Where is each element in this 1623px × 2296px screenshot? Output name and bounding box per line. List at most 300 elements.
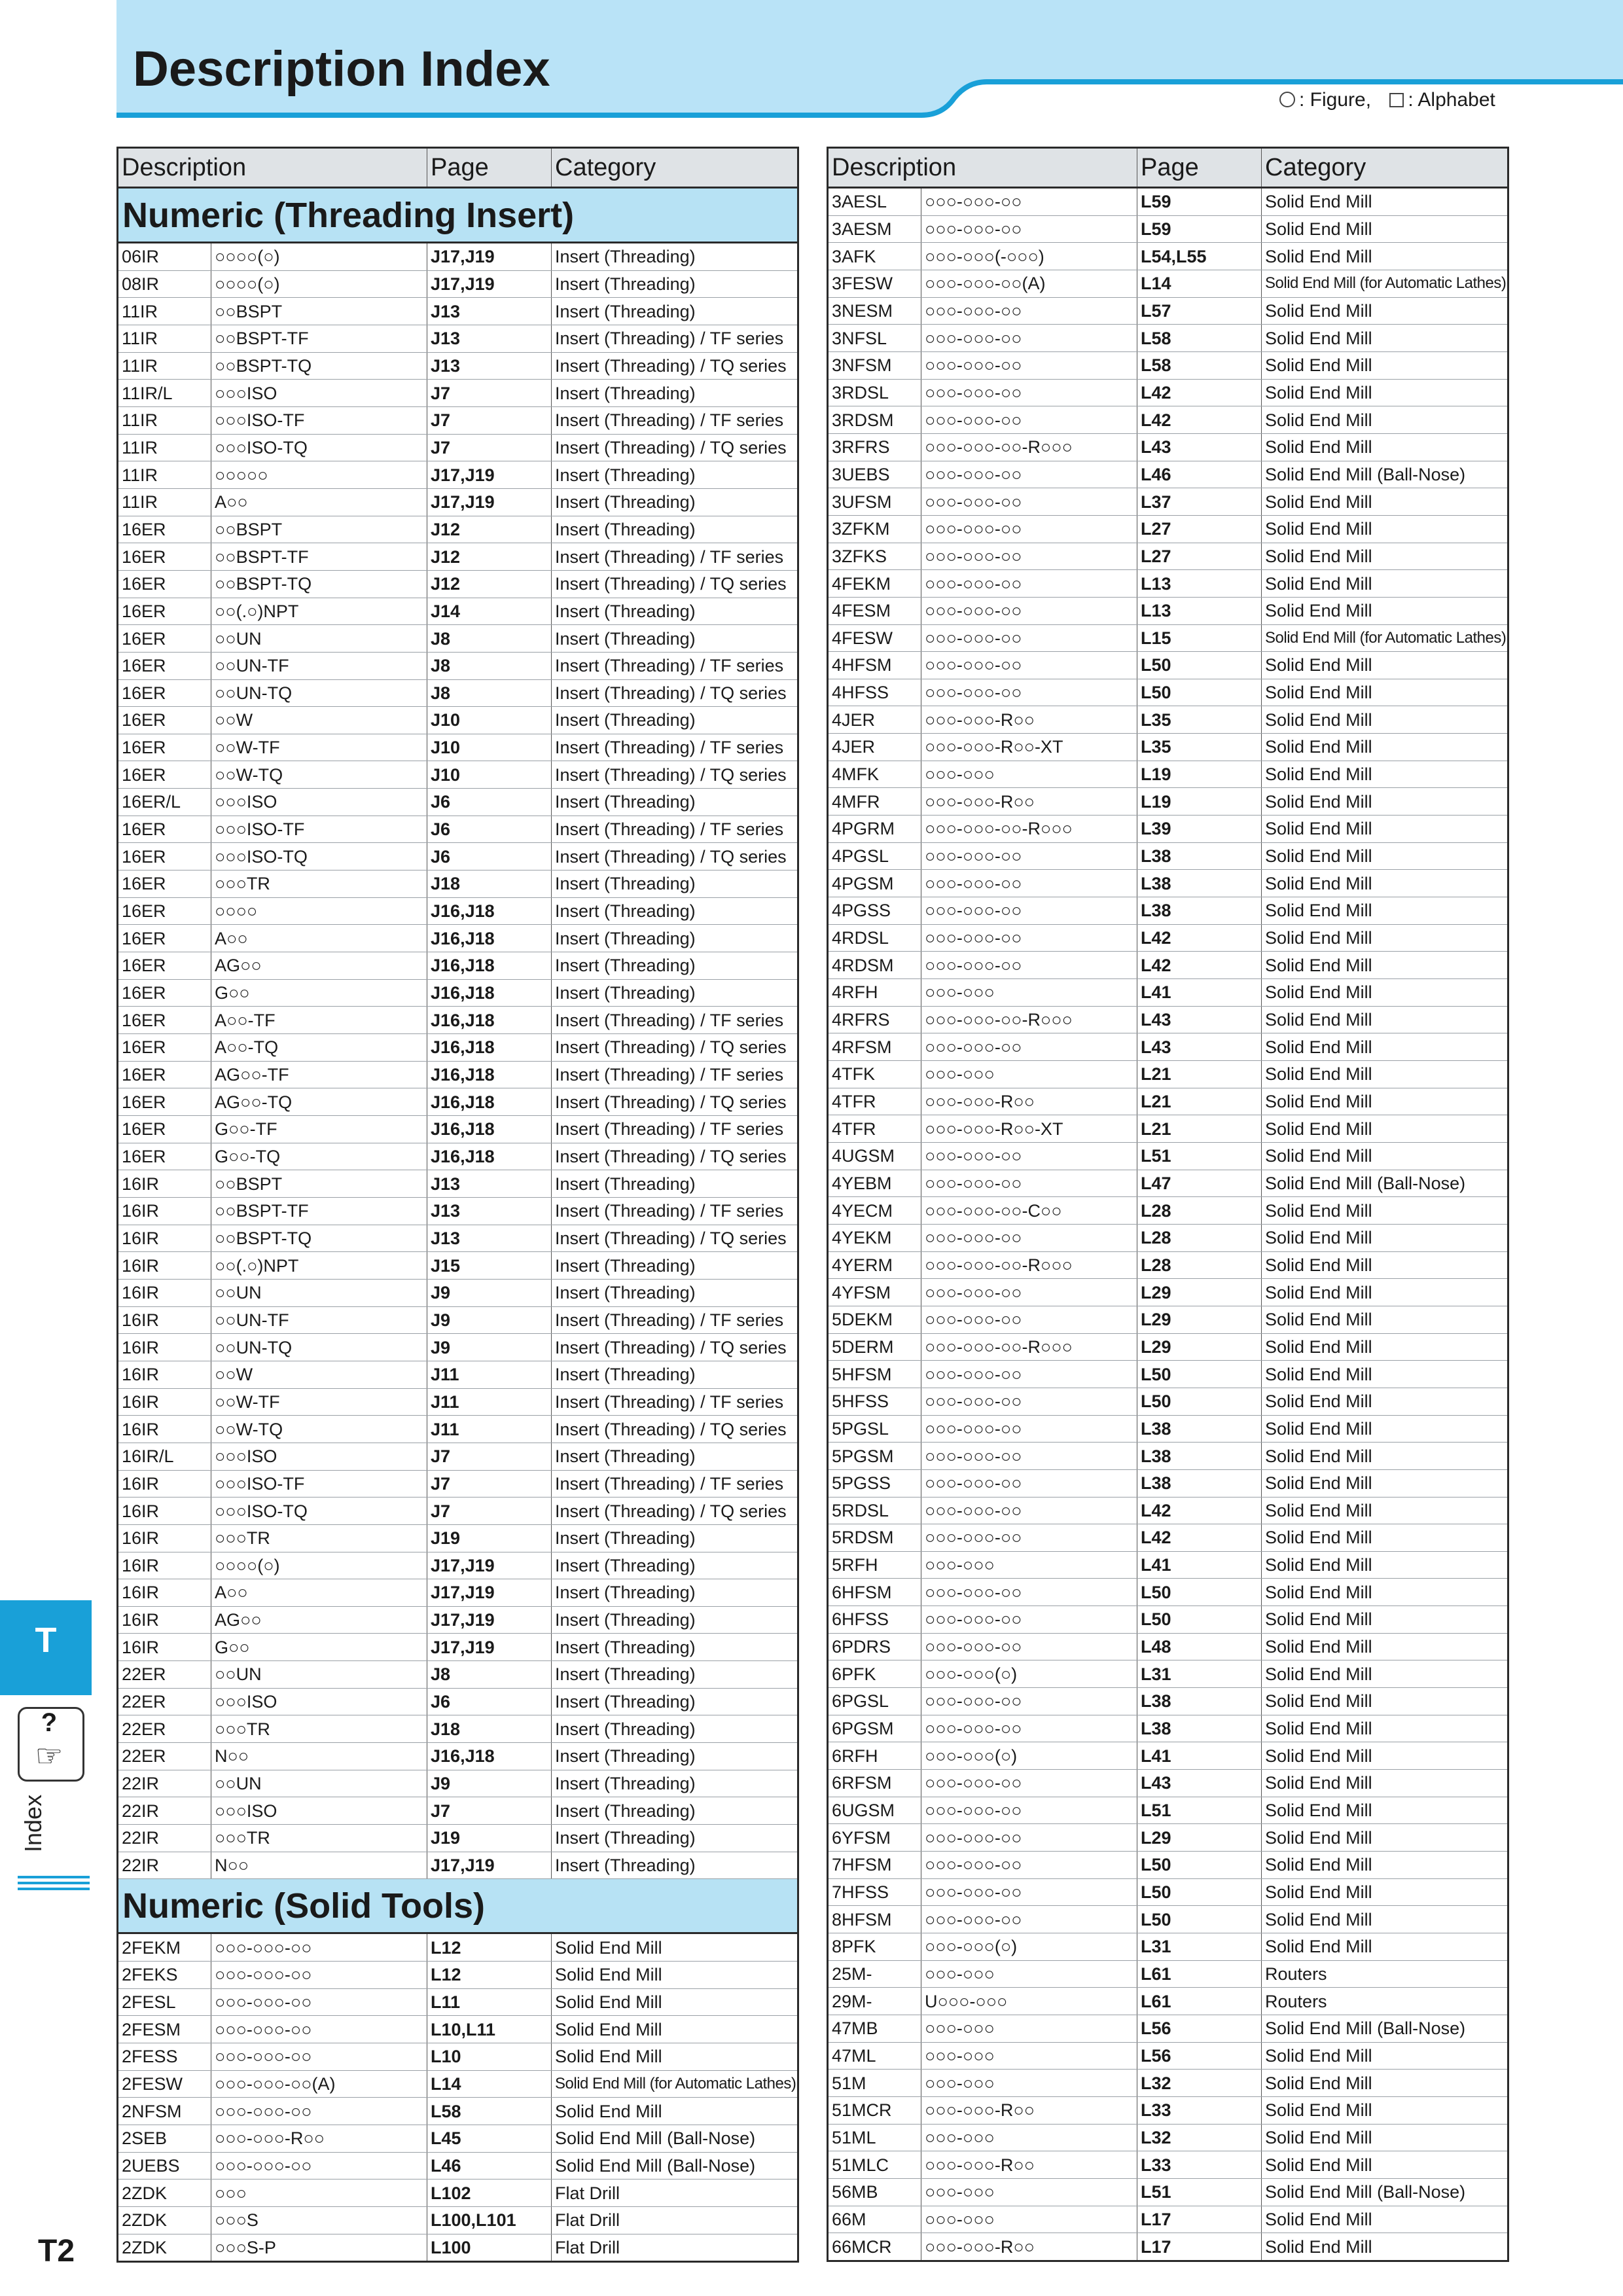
- item-description: ○○○-○○○-○○: [921, 1878, 1137, 1906]
- category: Solid End Mill: [1262, 1633, 1508, 1660]
- item-code: 22IR: [118, 1797, 211, 1825]
- page-reference: J16,J18: [427, 925, 552, 952]
- item-code: 16ER/L: [118, 789, 211, 816]
- item-code: 3AESL: [828, 188, 921, 216]
- table-row: [828, 652, 1508, 679]
- table-row: [828, 979, 1508, 1007]
- table-row: [828, 624, 1508, 652]
- item-description: ○○○-○○○-○○-R○○○: [921, 433, 1137, 461]
- category: Insert (Threading): [552, 380, 798, 407]
- category: Solid End Mill: [1262, 1333, 1508, 1361]
- table-row: [828, 952, 1508, 979]
- table-row: [828, 1797, 1508, 1824]
- page-reference: J7: [427, 1443, 552, 1470]
- table-row: [118, 461, 798, 489]
- page-reference: L35: [1137, 734, 1262, 761]
- category: Solid End Mill: [1262, 243, 1508, 270]
- table-row: [828, 1333, 1508, 1361]
- table-row: [828, 1579, 1508, 1606]
- item-code: 16ER: [118, 1088, 211, 1116]
- page-reference: J11: [427, 1416, 552, 1443]
- item-description: ○○○-○○○-○○-C○○: [921, 1197, 1137, 1225]
- item-description: ○○○-○○○-○○: [921, 924, 1137, 952]
- item-description: AG○○-TF: [211, 1061, 427, 1088]
- item-description: ○○(.○)NPT: [211, 1252, 427, 1280]
- item-description: ○○○-○○○-○○: [921, 515, 1137, 543]
- page-reference: L29: [1137, 1306, 1262, 1333]
- item-description: ○○○: [211, 2179, 427, 2207]
- item-description: ○○BSPT: [211, 1170, 427, 1198]
- table-row: [828, 1170, 1508, 1197]
- table-row: [118, 2016, 798, 2043]
- item-code: 16ER: [118, 652, 211, 679]
- page-reference: J7: [427, 380, 552, 407]
- page-reference: J16,J18: [427, 1743, 552, 1770]
- table-row: [828, 1770, 1508, 1797]
- item-code: 4PGSM: [828, 870, 921, 897]
- table-row: [118, 380, 798, 407]
- item-description: ○○○○(○): [211, 243, 427, 271]
- item-code: 4YEBM: [828, 1170, 921, 1197]
- item-code: 16IR: [118, 1279, 211, 1306]
- item-code: 5RDSL: [828, 1497, 921, 1524]
- item-description: N○○: [211, 1743, 427, 1770]
- category: Insert (Threading): [552, 925, 798, 952]
- category: Solid End Mill: [1262, 1906, 1508, 1933]
- category: Insert (Threading): [552, 1852, 798, 1879]
- item-code: 16IR: [118, 1334, 211, 1361]
- item-code: 8PFK: [828, 1933, 921, 1961]
- category: Solid End Mill: [1262, 1415, 1508, 1443]
- category: Solid End Mill: [1262, 1279, 1508, 1306]
- item-description: ○○○-○○○-○○: [921, 652, 1137, 679]
- item-description: ○○○-○○○-○○: [921, 1279, 1137, 1306]
- item-code: 3ZFKS: [828, 543, 921, 570]
- category: Solid End Mill: [1262, 1142, 1508, 1170]
- page-reference: J15: [427, 1252, 552, 1280]
- item-description: ○○W: [211, 707, 427, 734]
- category: Solid End Mill: [1262, 1088, 1508, 1115]
- table-row: [828, 1088, 1508, 1115]
- item-description: ○○○-○○○-○○: [921, 188, 1137, 216]
- item-code: 16IR: [118, 1225, 211, 1252]
- item-code: 7HFSS: [828, 1878, 921, 1906]
- table-row: [118, 1197, 798, 1225]
- page-reference: J17,J19: [427, 1634, 552, 1661]
- item-code: 5RFH: [828, 1551, 921, 1579]
- legend-alphabet: : Alphabet: [1408, 89, 1495, 111]
- page-reference: J7: [427, 434, 552, 461]
- page-reference: L38: [1137, 1443, 1262, 1470]
- item-description: ○○○-○○○: [921, 2206, 1137, 2233]
- item-code: 16IR: [118, 1252, 211, 1280]
- page-reference: L100: [427, 2234, 552, 2262]
- table-row: [828, 1142, 1508, 1170]
- item-code: 4JER: [828, 706, 921, 734]
- item-code: 16IR: [118, 1388, 211, 1416]
- table-row: [828, 2015, 1508, 2042]
- page-reference: J16,J18: [427, 1143, 552, 1170]
- item-description: G○○-TQ: [211, 1143, 427, 1170]
- table-row: [828, 488, 1508, 516]
- item-description: ○○○-○○○-○○(A): [211, 2070, 427, 2098]
- category: Solid End Mill: [1262, 788, 1508, 816]
- page-reference: L42: [1137, 1497, 1262, 1524]
- item-code: 16ER: [118, 570, 211, 598]
- item-description: ○○○-○○○-○○: [921, 1852, 1137, 1879]
- category: Solid End Mill: [1262, 761, 1508, 788]
- category: Routers: [1262, 1960, 1508, 1988]
- table-row: [828, 243, 1508, 270]
- category: Insert (Threading) / TQ series: [552, 352, 798, 380]
- page-reference: L38: [1137, 1715, 1262, 1742]
- table-row: [828, 924, 1508, 952]
- page-reference: J7: [427, 406, 552, 434]
- section-tab-letter: T: [35, 1621, 57, 1660]
- category: Insert (Threading): [552, 1715, 798, 1743]
- item-code: 06IR: [118, 243, 211, 271]
- category: Insert (Threading): [552, 1770, 798, 1797]
- item-description: U○○○-○○○: [921, 1988, 1137, 2015]
- table-row: [118, 925, 798, 952]
- table-row: [118, 406, 798, 434]
- item-description: ○○○-○○○: [921, 2015, 1137, 2042]
- page-reference: J19: [427, 1524, 552, 1552]
- page-reference: J9: [427, 1334, 552, 1361]
- page-reference: L41: [1137, 979, 1262, 1007]
- item-description: ○○○-○○○-○○: [921, 952, 1137, 979]
- table-row: [118, 761, 798, 789]
- category: Solid End Mill: [1262, 351, 1508, 379]
- item-code: 16ER: [118, 870, 211, 898]
- category: Insert (Threading) / TF series: [552, 1470, 798, 1498]
- category: Insert (Threading) / TF series: [552, 652, 798, 679]
- category: Flat Drill: [552, 2206, 798, 2234]
- index-table-right: [827, 147, 1509, 2262]
- category: Insert (Threading): [552, 952, 798, 980]
- page-reference: J13: [427, 352, 552, 380]
- category: Insert (Threading): [552, 1443, 798, 1470]
- category: Solid End Mill: [1262, 1443, 1508, 1470]
- question-mark-icon: ?: [41, 1708, 58, 1737]
- table-row: [828, 1443, 1508, 1470]
- item-description: ○○○TR: [211, 1715, 427, 1743]
- item-code: 11IR: [118, 434, 211, 461]
- table-row: [828, 1279, 1508, 1306]
- category: Insert (Threading): [552, 270, 798, 298]
- item-description: A○○: [211, 1579, 427, 1607]
- item-code: 16ER: [118, 625, 211, 653]
- item-description: ○○○-○○○-R○○: [921, 788, 1137, 816]
- category: Insert (Threading) / TQ series: [552, 1498, 798, 1525]
- item-description: ○○○-○○○-○○: [921, 543, 1137, 570]
- table-row: [118, 1279, 798, 1306]
- page-reference: J7: [427, 1470, 552, 1498]
- item-code: 3NFSM: [828, 351, 921, 379]
- category: Insert (Threading) / TQ series: [552, 1416, 798, 1443]
- table-row: [828, 1988, 1508, 2015]
- page-reference: L35: [1137, 706, 1262, 734]
- page-reference: L29: [1137, 1279, 1262, 1306]
- category: Solid End Mill: [1262, 1797, 1508, 1824]
- item-description: ○○○-○○○: [921, 2070, 1137, 2097]
- table-row: [118, 1852, 798, 1879]
- table-row: [828, 1906, 1508, 1933]
- category: Solid End Mill: [1262, 188, 1508, 216]
- category: Solid End Mill: [1262, 1852, 1508, 1879]
- item-description: ○○UN-TQ: [211, 1334, 427, 1361]
- section-title: Numeric (Threading Insert): [118, 188, 798, 243]
- page-reference: J17,J19: [427, 461, 552, 489]
- item-description: ○○○ISO-TF: [211, 1470, 427, 1498]
- category: Insert (Threading): [552, 789, 798, 816]
- item-description: ○○○-○○○-○○: [921, 1688, 1137, 1715]
- item-description: ○○○-○○○: [921, 761, 1137, 788]
- table-row: [828, 1660, 1508, 1688]
- item-code: 6PGSM: [828, 1715, 921, 1742]
- item-code: 3RDSM: [828, 406, 921, 434]
- item-code: 4RFRS: [828, 1006, 921, 1033]
- item-description: ○○○ISO-TF: [211, 406, 427, 434]
- category: Solid End Mill: [1262, 597, 1508, 624]
- page-reference: L41: [1137, 1742, 1262, 1770]
- item-code: 16ER: [118, 734, 211, 761]
- page-reference: L50: [1137, 1906, 1262, 1933]
- page-reference: J16,J18: [427, 1088, 552, 1116]
- table-row: [118, 570, 798, 598]
- page-reference: L28: [1137, 1251, 1262, 1279]
- page-reference: J16,J18: [427, 952, 552, 980]
- item-description: ○○○-○○○-○○: [211, 2016, 427, 2043]
- table-row: [828, 2206, 1508, 2233]
- item-description: ○○BSPT: [211, 516, 427, 543]
- item-code: 3ZFKM: [828, 515, 921, 543]
- table-row: [828, 1197, 1508, 1225]
- page-reference: J14: [427, 598, 552, 625]
- item-code: 5PGSL: [828, 1415, 921, 1443]
- item-code: 4RDSL: [828, 924, 921, 952]
- page-reference: L39: [1137, 816, 1262, 843]
- page-reference: L57: [1137, 297, 1262, 325]
- item-description: ○○○TR: [211, 1825, 427, 1852]
- page-reference: L50: [1137, 679, 1262, 706]
- item-code: 6HFSM: [828, 1579, 921, 1606]
- category: Solid End Mill (for Automatic Lathes): [552, 2070, 798, 2098]
- page-reference: L27: [1137, 515, 1262, 543]
- item-description: ○○○-○○○: [921, 979, 1137, 1007]
- item-description: ○○○-○○○-○○: [921, 488, 1137, 516]
- table-row: [118, 1715, 798, 1743]
- table-row: [828, 325, 1508, 352]
- table-row: [118, 1061, 798, 1088]
- item-code: 3UFSM: [828, 488, 921, 516]
- item-description: ○○○-○○○-○○: [921, 1797, 1137, 1824]
- category: Solid End Mill: [1262, 734, 1508, 761]
- item-description: ○○○-○○○-○○: [921, 1497, 1137, 1524]
- item-code: 51MCR: [828, 2096, 921, 2124]
- page-reference: L15: [1137, 624, 1262, 652]
- category: Insert (Threading): [552, 1170, 798, 1198]
- item-description: ○○UN: [211, 1279, 427, 1306]
- item-description: A○○-TQ: [211, 1034, 427, 1062]
- item-code: 6HFSS: [828, 1606, 921, 1634]
- item-description: ○○○○(○): [211, 1552, 427, 1579]
- item-description: G○○: [211, 1634, 427, 1661]
- page-reference: J13: [427, 1170, 552, 1198]
- table-row: [118, 1988, 798, 2016]
- category: Solid End Mill: [1262, 1388, 1508, 1415]
- item-code: 2FESW: [118, 2070, 211, 2098]
- item-code: 16IR: [118, 1197, 211, 1225]
- page-reference: L43: [1137, 1770, 1262, 1797]
- item-description: ○○○-○○○(○): [921, 1742, 1137, 1770]
- item-code: 4HFSS: [828, 679, 921, 706]
- item-description: ○○○-○○○-○○: [211, 1988, 427, 2016]
- category: Insert (Threading) / TQ series: [552, 679, 798, 707]
- category: Insert (Threading): [552, 1524, 798, 1552]
- table-row: [118, 1388, 798, 1416]
- page-reference: L17: [1137, 2233, 1262, 2261]
- category: Solid End Mill: [1262, 816, 1508, 843]
- item-code: 4TFR: [828, 1088, 921, 1115]
- category: Solid End Mill: [1262, 515, 1508, 543]
- page-reference: L43: [1137, 433, 1262, 461]
- table-row: [118, 1688, 798, 1715]
- category: Solid End Mill: [552, 1962, 798, 1989]
- table-row: [118, 1825, 798, 1852]
- page-reference: L42: [1137, 1524, 1262, 1552]
- table-row: [828, 1497, 1508, 1524]
- table-row: [828, 1361, 1508, 1388]
- item-code: 2ZDK: [118, 2179, 211, 2207]
- item-description: ○○○-○○○-R○○: [921, 2151, 1137, 2179]
- page-reference: J17,J19: [427, 243, 552, 271]
- item-description: ○○○-○○○-○○: [921, 1606, 1137, 1634]
- item-description: ○○○-○○○-○○: [921, 1142, 1137, 1170]
- table-row: [118, 952, 798, 980]
- category: Solid End Mill: [1262, 1497, 1508, 1524]
- category: Insert (Threading) / TQ series: [552, 1088, 798, 1116]
- item-description: ○○○-○○○-○○: [921, 1633, 1137, 1660]
- item-description: ○○○S: [211, 2206, 427, 2234]
- item-code: 4YERM: [828, 1251, 921, 1279]
- table-body-right: [828, 188, 1508, 2261]
- table-row: [118, 1143, 798, 1170]
- table-row: [118, 2098, 798, 2125]
- category: Solid End Mill: [1262, 979, 1508, 1007]
- item-description: ○○○ISO: [211, 1797, 427, 1825]
- item-code: 2FEKM: [118, 1933, 211, 1962]
- table-row: [828, 1006, 1508, 1033]
- table-row: [828, 1960, 1508, 1988]
- page-reference: L14: [427, 2070, 552, 2098]
- item-description: ○○○-○○○-○○: [921, 461, 1137, 488]
- table-header-row: [118, 148, 798, 188]
- page-reference: J8: [427, 625, 552, 653]
- item-description: ○○○-○○○-○○: [921, 1469, 1137, 1497]
- table-row: [118, 789, 798, 816]
- item-description: ○○W: [211, 1361, 427, 1388]
- page-reference: J10: [427, 761, 552, 789]
- item-code: 29M-: [828, 1988, 921, 2015]
- header-category: Category: [1262, 148, 1508, 188]
- category: Solid End Mill: [1262, 325, 1508, 352]
- item-description: ○○○○(○): [211, 270, 427, 298]
- category: Insert (Threading) / TF series: [552, 1306, 798, 1334]
- table-row: [118, 1334, 798, 1361]
- category: Solid End Mill: [1262, 952, 1508, 979]
- item-code: 16IR: [118, 1170, 211, 1198]
- page-reference: L46: [1137, 461, 1262, 488]
- page-reference: L33: [1137, 2096, 1262, 2124]
- category: Insert (Threading): [552, 1579, 798, 1607]
- page-reference: L13: [1137, 597, 1262, 624]
- page-reference: L50: [1137, 652, 1262, 679]
- table-row: [828, 188, 1508, 216]
- page-reference: L38: [1137, 1415, 1262, 1443]
- table-row: [828, 1524, 1508, 1552]
- item-description: ○○○ISO: [211, 1688, 427, 1715]
- table-row: [118, 1007, 798, 1034]
- table-row: [118, 679, 798, 707]
- pointing-hand-icon: ☞: [35, 1739, 63, 1774]
- table-row: [828, 1551, 1508, 1579]
- table-row: [118, 543, 798, 571]
- item-description: ○○○ISO: [211, 380, 427, 407]
- table-row: [828, 297, 1508, 325]
- category: Solid End Mill: [1262, 706, 1508, 734]
- item-description: ○○○-○○○(-○○○): [921, 243, 1137, 270]
- page-reference: J9: [427, 1279, 552, 1306]
- category: Solid End Mill: [552, 2043, 798, 2071]
- item-description: ○○○-○○○-○○: [921, 897, 1137, 925]
- item-code: 5DEKM: [828, 1306, 921, 1333]
- item-description: ○○○-○○○-○○: [921, 1579, 1137, 1606]
- table-row: [118, 734, 798, 761]
- item-code: 16ER: [118, 1034, 211, 1062]
- page-reference: L37: [1137, 488, 1262, 516]
- item-description: ○○○-○○○: [921, 2178, 1137, 2206]
- category: Solid End Mill: [1262, 1306, 1508, 1333]
- item-description: ○○○-○○○: [921, 2124, 1137, 2151]
- table-row: [118, 298, 798, 325]
- table-row: [828, 1852, 1508, 1879]
- page-reference: J11: [427, 1388, 552, 1416]
- index-table-left: [116, 147, 799, 2263]
- category: Solid End Mill: [1262, 1933, 1508, 1961]
- item-code: 4RFSM: [828, 1033, 921, 1061]
- page-reference: L29: [1137, 1333, 1262, 1361]
- category: Solid End Mill: [1262, 1688, 1508, 1715]
- item-code: 4FESW: [828, 624, 921, 652]
- category: Solid End Mill (Ball-Nose): [552, 2125, 798, 2152]
- table-row: [118, 2125, 798, 2152]
- item-description: ○○○-○○○-○○(A): [921, 270, 1137, 297]
- category: Solid End Mill: [1262, 2096, 1508, 2124]
- item-description: ○○○ISO-TQ: [211, 843, 427, 870]
- side-label-index: Index: [20, 1794, 46, 1852]
- page-reference: L100,L101: [427, 2206, 552, 2234]
- item-code: 4MFK: [828, 761, 921, 788]
- category: Insert (Threading): [552, 1661, 798, 1689]
- item-description: ○○○-○○○(○): [921, 1660, 1137, 1688]
- item-code: 16ER: [118, 1007, 211, 1034]
- item-description: ○○W-TF: [211, 734, 427, 761]
- category: Solid End Mill: [1262, 1061, 1508, 1088]
- item-code: 6YFSM: [828, 1824, 921, 1852]
- category: Flat Drill: [552, 2234, 798, 2262]
- page-reference: L56: [1137, 2042, 1262, 2070]
